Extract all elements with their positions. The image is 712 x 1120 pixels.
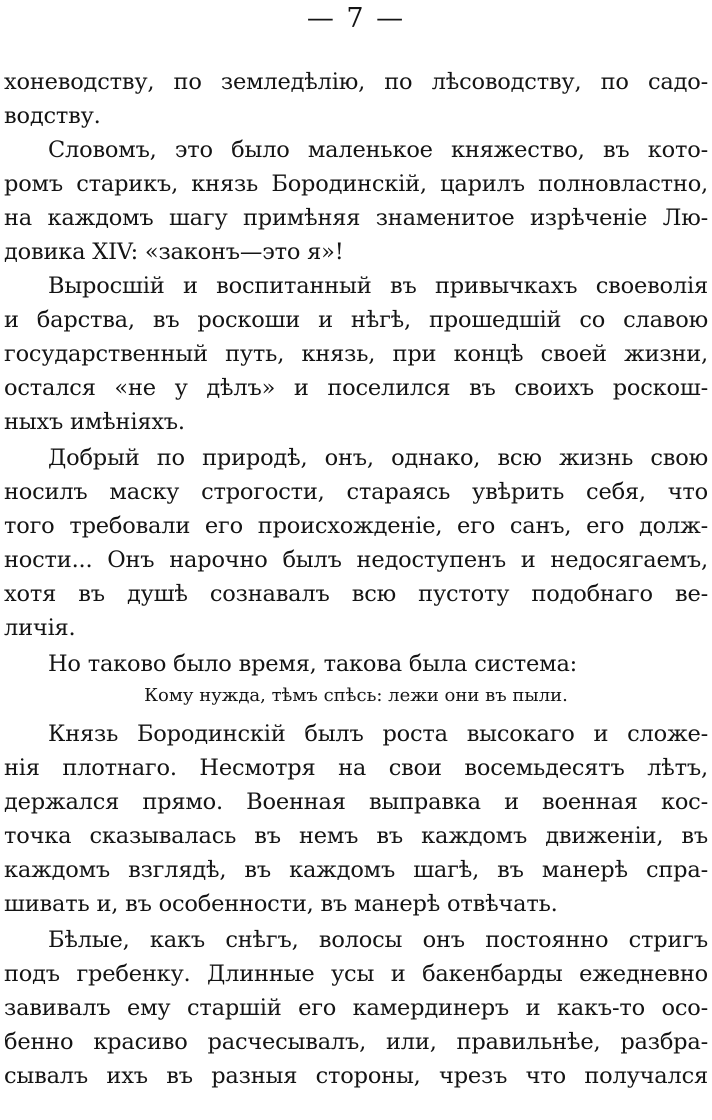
text-line: каждомъ взглядѣ, въ каждомъ шагѣ, въ манерѣ спра- [4,857,708,883]
text-line: Бѣлые, какъ снѣгъ, волосы онъ постоянно стригъ [48,927,708,953]
text-line: носилъ маску строгости, стараясь увѣрить себя, что [4,479,708,505]
text-line: сывалъ ихъ въ разныя стороны, чрезъ что получался [4,1063,708,1089]
text-line: хотя въ душѣ сознавалъ всю пустоту подобнаго ве- [4,581,708,607]
text-line: завивалъ ему старшій его камердинеръ и какъ-то осо- [4,995,708,1021]
text-line: остался «не у дѣлъ» и поселился въ своихъ роскош- [4,375,708,401]
text-line: Князь Бородинскій былъ роста высокаго и сложе- [48,721,708,747]
text-line: на каждомъ шагу примѣняя знаменитое изрѣченіе Лю- [4,205,708,231]
text-line: водству. [4,103,101,129]
text-line: держался прямо. Военная выправка и военная кос- [4,789,708,815]
text-line: Словомъ, это было маленькое княжество, въ кото- [48,137,708,163]
text-line: хоневодству, по земледѣлію, по лѣсоводству, по садо- [4,69,708,95]
text-line: подъ гребенку. Длинные усы и бакенбарды ежедневно [4,961,708,987]
text-line: того требовали его происхожденіе, его санъ, его долж- [4,513,708,539]
text-line: довика XIV: «законъ—это я»! [4,239,344,265]
text-line: и барства, въ роскоши и нѣгѣ, прошедшій со славою [4,307,708,333]
verse-quote: Кому нужда, тѣмъ спѣсь: лежи они въ пыли. [144,685,568,706]
text-line: шивать и, въ особенности, въ манерѣ отвѣчать. [4,891,558,917]
text-line: Выросшій и воспитанный въ привычкахъ своеволія [48,273,708,299]
text-line: Но таково было время, такова была система: [48,651,578,677]
text-line: личія. [4,615,76,641]
text-line: ромъ старикъ, князь Бородинскій, царилъ полновластно, [4,171,708,197]
text-line: нія плотнаго. Несмотря на свои восемьдесятъ лѣтъ, [4,755,708,781]
text-line: точка сказывалась въ немъ въ каждомъ движеніи, въ [4,823,708,849]
text-line: ныхъ имѣніяхъ. [4,409,185,435]
text-line: Добрый по природѣ, онъ, однако, всю жизнь свою [48,445,708,471]
page-number: — 7 — [306,3,406,34]
text-line: бенно красиво расчесывалъ, или, правильнѣе, разбра- [4,1029,708,1055]
text-line: государственный путь, князь, при концѣ своей жизни, [4,341,708,367]
text-line: ности... Онъ нарочно былъ недоступенъ и недосягаемъ, [4,547,708,573]
